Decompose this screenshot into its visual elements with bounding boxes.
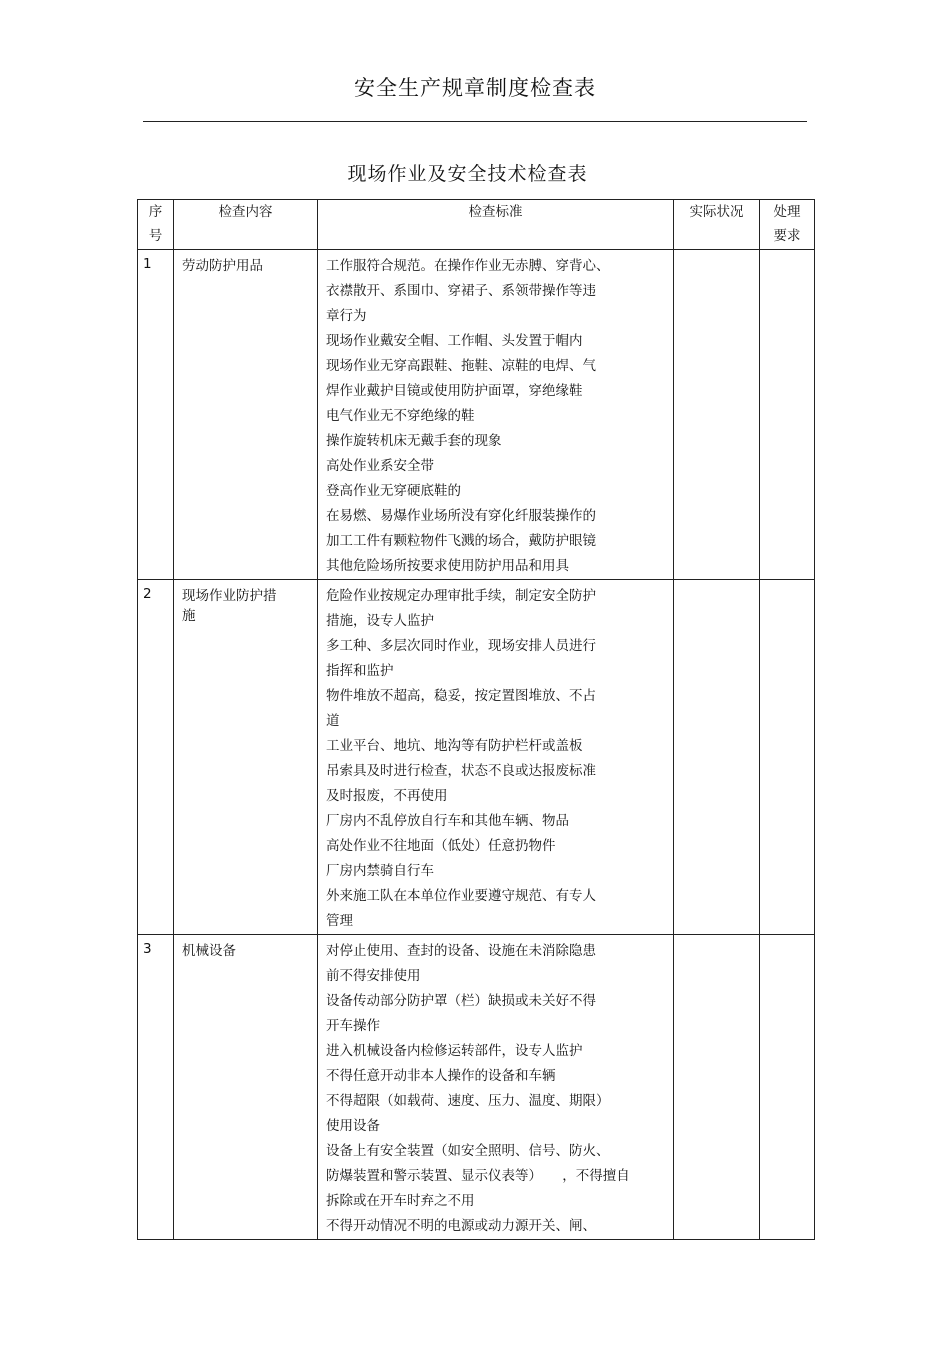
actual-status-cell[interactable] [674, 935, 760, 1240]
handling-requirement-cell[interactable] [760, 580, 815, 935]
standard-line: 物件堆放不超高，稳妥，按定置图堆放、不占 [326, 688, 596, 704]
standard-line: 登高作业无穿硬底鞋的 [326, 483, 461, 499]
standard-line: 措施，设专人监护 [326, 613, 434, 629]
column-header-standard: 检查标准 [318, 200, 674, 250]
check-item [174, 580, 318, 935]
standard-line: 衣襟散开、系围巾、穿裙子、系领带操作等违 [326, 283, 596, 299]
standard-line: 工作服符合规范。在操作作业无赤膊、穿背心、 [326, 258, 610, 274]
standard-line: 在易燃、易爆作业场所没有穿化纤服装操作的 [326, 508, 596, 524]
check-standard [318, 935, 674, 1240]
standard-line: 开车操作 [326, 1018, 380, 1034]
standard-line: 操作旋转机床无戴手套的现象 [326, 433, 502, 449]
standard-line: 现场作业戴安全帽、工作帽、头发置于帽内 [326, 333, 583, 349]
standard-line: 工业平台、地坑、地沟等有防护栏杆或盖板 [326, 738, 583, 754]
standard-line: 拆除或在开车时弃之不用 [326, 1193, 475, 1209]
table-header-row [138, 200, 815, 250]
standard-line: 高处作业不往地面（低处）任意扔物件 [326, 838, 556, 854]
standard-line: 不得超限（如载荷、速度、压力、温度、期限） [326, 1093, 610, 1109]
standard-line: 电气作业无不穿绝缘的鞋 [326, 408, 475, 424]
standard-line: 设备传动部分防护罩（栏）缺损或未关好不得 [326, 993, 596, 1009]
row-number: 2 [138, 580, 174, 935]
check-item-line: 施 [182, 608, 196, 624]
standard-line: 前不得安排使用 [326, 968, 421, 984]
column-header-actual: 实际状况 [674, 200, 760, 250]
standard-line: 厂房内不乱停放自行车和其他车辆、物品 [326, 813, 569, 829]
column-header-seq-line1: 序 [148, 204, 163, 220]
check-item-line: 现场作业防护措 [182, 588, 277, 604]
standard-line: 焊作业戴护目镜或使用防护面罩，穿绝缘鞋 [326, 383, 583, 399]
column-header-seq [138, 200, 174, 250]
standard-line: 对停止使用、查封的设备、设施在未消除隐患 [326, 943, 596, 959]
standard-line: 多工种、多层次同时作业，现场安排人员进行 [326, 638, 596, 654]
standard-line: 防爆装置和警示装置、显示仪表等） ，不得擅自 [326, 1168, 630, 1184]
table-row [138, 250, 815, 580]
handling-requirement-cell[interactable] [760, 935, 815, 1240]
standard-line: 进入机械设备内检修运转部件，设专人监护 [326, 1043, 583, 1059]
standard-line: 高处作业系安全带 [326, 458, 434, 474]
inspection-table [137, 199, 815, 1240]
document-title: 现场作业及安全技术检查表 [347, 163, 588, 185]
standard-line: 设备上有安全装置（如安全照明、信号、防火、 [326, 1143, 610, 1159]
header-divider [143, 121, 807, 122]
row-number: 3 [138, 935, 174, 1240]
check-standard [318, 580, 674, 935]
standard-line: 管理 [326, 913, 353, 929]
standard-line: 指挥和监护 [326, 663, 394, 679]
standard-line: 及时报废，不再使用 [326, 788, 448, 804]
standard-line: 其他危险场所按要求使用防护用品和用具 [326, 558, 569, 574]
standard-line: 章行为 [326, 308, 367, 324]
standard-line: 现场作业无穿高跟鞋、拖鞋、凉鞋的电焊、气 [326, 358, 596, 374]
column-header-handling [760, 200, 815, 250]
standard-line: 厂房内禁骑自行车 [326, 863, 434, 879]
table-row [138, 935, 815, 1240]
standard-line: 外来施工队在本单位作业要遵守规范、有专人 [326, 888, 596, 904]
standard-line: 使用设备 [326, 1118, 380, 1134]
check-standard [318, 250, 674, 580]
standard-line: 不得开动情况不明的电源或动力源开关、闸、 [326, 1218, 596, 1234]
column-header-content: 检查内容 [174, 200, 318, 250]
actual-status-cell[interactable] [674, 250, 760, 580]
standard-line: 吊索具及时进行检查，状态不良或达报废标准 [326, 763, 596, 779]
standard-line: 加工工件有颗粒物件飞溅的场合，戴防护眼镜 [326, 533, 596, 549]
standard-line: 道 [326, 713, 340, 729]
standard-line: 不得任意开动非本人操作的设备和车辆 [326, 1068, 556, 1084]
standard-line: 危险作业按规定办理审批手续，制定安全防护 [326, 588, 596, 604]
actual-status-cell[interactable] [674, 580, 760, 935]
column-header-handling-line1: 处理 [773, 204, 801, 220]
table-row [138, 580, 815, 935]
column-header-handling-line2: 要求 [773, 228, 801, 244]
check-item: 劳动防护用品 [174, 250, 318, 580]
check-item: 机械设备 [174, 935, 318, 1240]
column-header-seq-line2: 号 [148, 228, 163, 244]
header-title: 安全生产规章制度检查表 [354, 76, 596, 100]
handling-requirement-cell[interactable] [760, 250, 815, 580]
row-number: 1 [138, 250, 174, 580]
